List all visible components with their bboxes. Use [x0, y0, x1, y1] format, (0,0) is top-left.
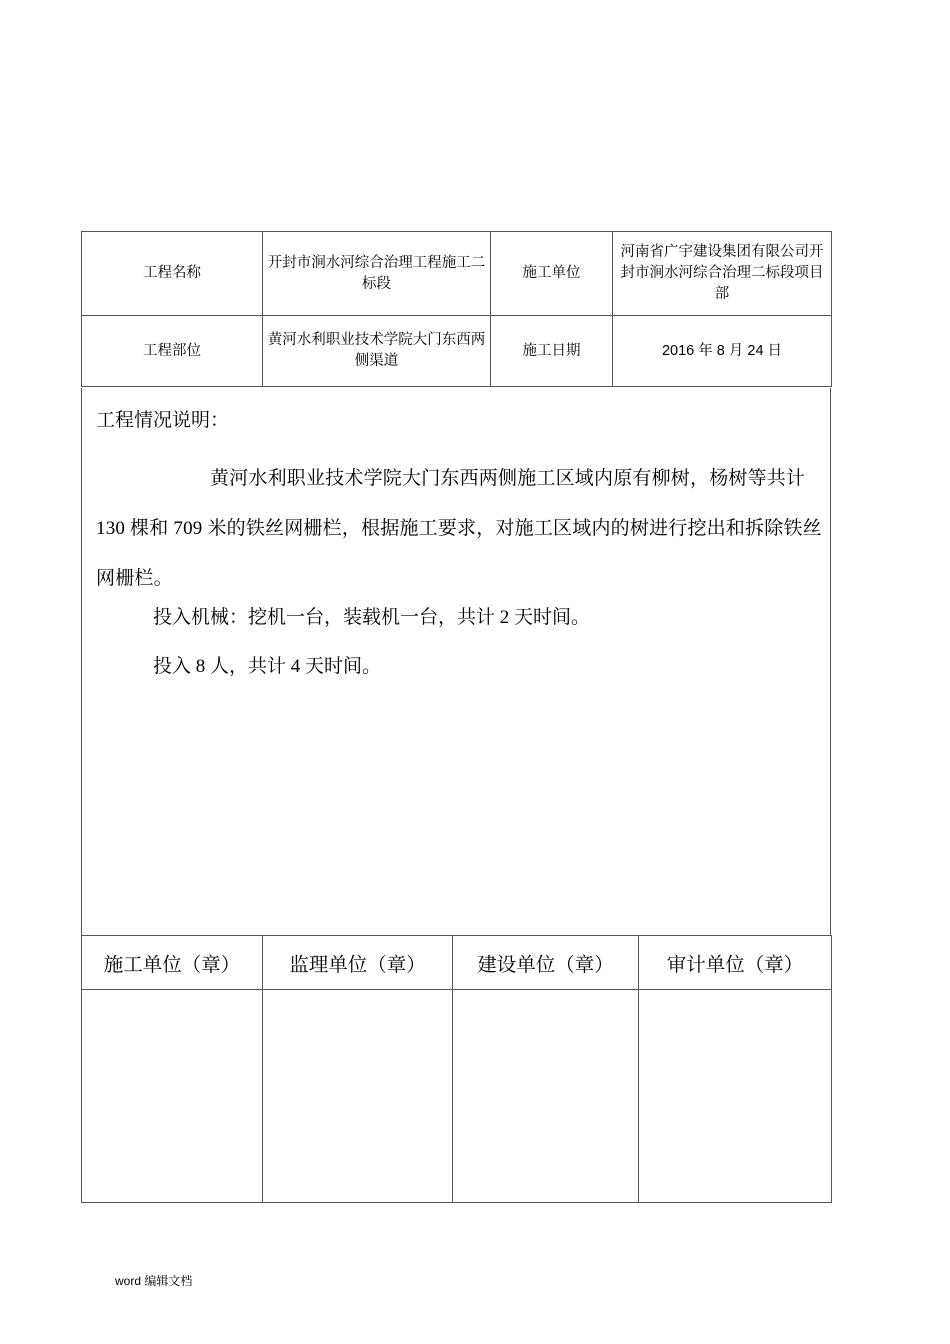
project-info-table: [81, 231, 832, 387]
supervision-unit-seal-label: 监理单位（章）: [263, 936, 453, 990]
signature-header-row: [82, 936, 832, 990]
signature-stamp-row: [82, 990, 832, 1203]
project-name-value: 开封市涧水河综合治理工程施工二标段: [263, 232, 491, 316]
description-title: 工程情况说明：: [96, 410, 230, 431]
machinery-line: 投入机械：挖机一台，装载机一台，共计 2 天时间。: [153, 607, 591, 628]
audit-unit-seal-label: 审计单位（章）: [639, 936, 832, 990]
audit-unit-seal-area: [639, 990, 832, 1203]
labor-line: 投入 8 人，共计 4 天时间。: [153, 656, 382, 677]
owner-unit-seal-area: [453, 990, 639, 1203]
date-value: 2016 年 8 月 24 日: [613, 316, 832, 387]
project-name-label: 工程名称: [82, 232, 263, 316]
date-label: 施工日期: [491, 316, 613, 387]
construction-unit-seal-label: 施工单位（章）: [82, 936, 263, 990]
signature-table: [81, 935, 832, 1203]
description-paragraph: 黄河水利职业技术学院大门东西两侧施工区域内原有柳树，杨树等共计 130 棵和 709 米的铁丝网栅栏，根据施工要求，对施工区域内的树进行挖出和拆除铁丝网栅栏。: [96, 468, 822, 589]
contractor-value: 河南省广宇建设集团有限公司开封市涧水河综合治理二标段项目部: [613, 232, 832, 316]
construction-unit-seal-area: [82, 990, 263, 1203]
table-row: [82, 316, 832, 387]
location-label: 工程部位: [82, 316, 263, 387]
footer-note: word 编辑文档: [115, 1274, 193, 1288]
owner-unit-seal-label: 建设单位（章）: [453, 936, 639, 990]
project-description-box: [81, 388, 831, 935]
contractor-label: 施工单位: [491, 232, 613, 316]
table-row: [82, 232, 832, 316]
supervision-unit-seal-area: [263, 990, 453, 1203]
location-value: 黄河水利职业技术学院大门东西两侧渠道: [263, 316, 491, 387]
